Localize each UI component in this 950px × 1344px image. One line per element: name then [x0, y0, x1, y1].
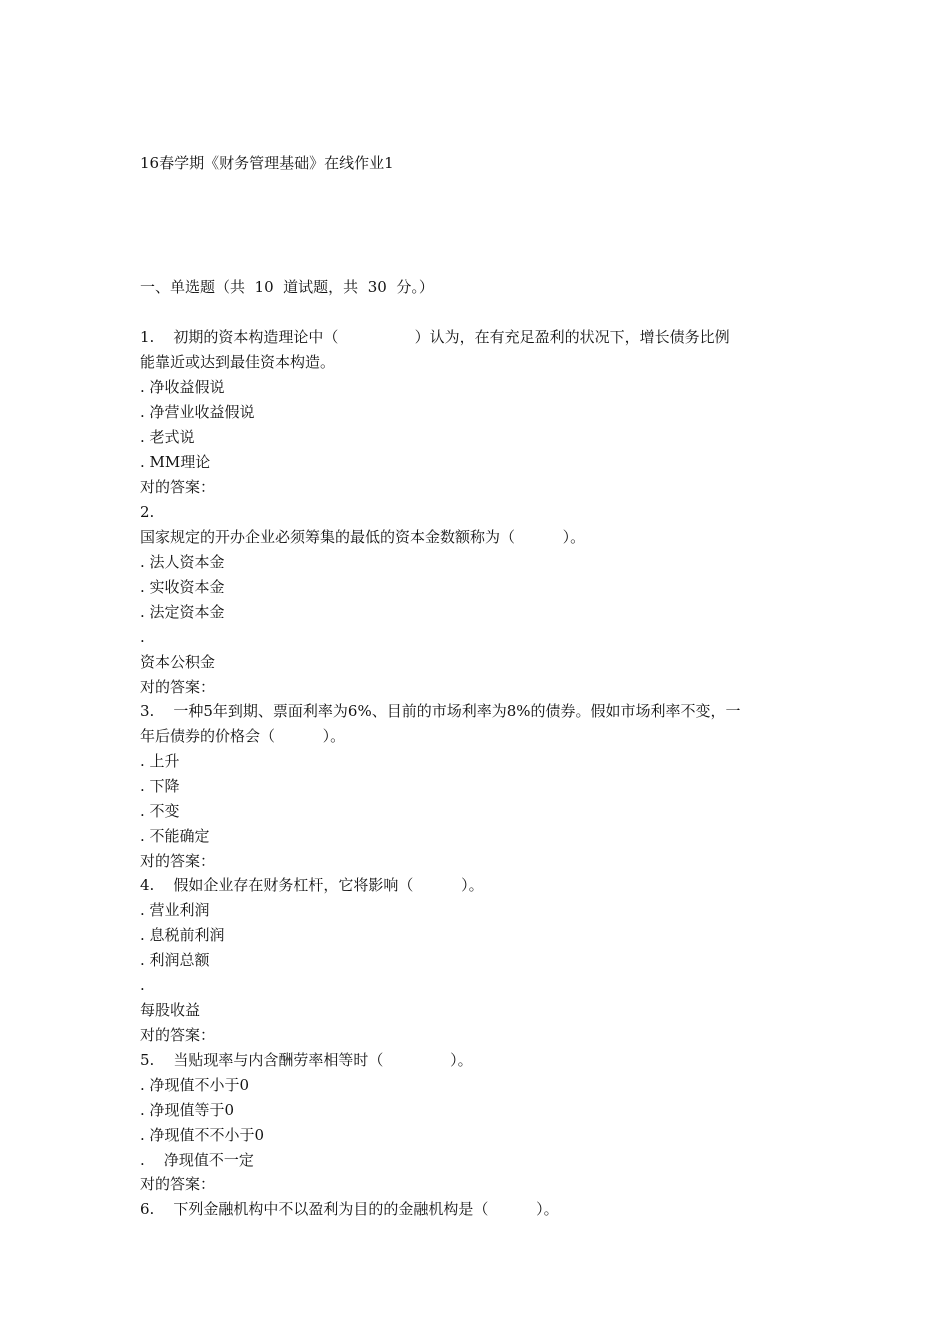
question-3-option-a: . 上升: [140, 752, 180, 770]
question-4-option-b: . 息税前利润: [140, 926, 225, 944]
question-5-option-d: . 净现值不一定: [140, 1151, 254, 1169]
question-4-option-d-text: 每股收益: [140, 1001, 201, 1019]
question-2-option-c: . 法定资本金: [140, 603, 225, 621]
question-5-stem-line1: 5. 当贴现率与内含酬劳率相等时（ ）。: [140, 1051, 473, 1069]
question-5-option-c: . 净现值不不小于0: [140, 1126, 265, 1144]
question-1-option-b: . 净营业收益假说: [140, 403, 255, 421]
question-2-stem-line1: 国家规定的开办企业必须筹集的最低的资本金数额称为（ ）。: [140, 528, 586, 546]
question-1-answer-label: 对的答案：: [140, 478, 216, 496]
question-3-stem-line1: 3. 一种5年到期、票面利率为6%、目前的市场利率为8%的债券。假如市场利率不变，一: [140, 702, 741, 720]
question-2-option-d-text: 资本公积金: [140, 653, 216, 671]
question-1-option-c: . 老式说: [140, 428, 195, 446]
question-2-option-b: . 实收资本金: [140, 578, 225, 596]
question-2-number: 2.: [140, 503, 155, 521]
question-2-option-a: . 法人资本金: [140, 553, 225, 571]
section-heading: 一、单选题（共 10 道试题，共 30 分。）: [140, 278, 434, 296]
question-5-answer-label: 对的答案：: [140, 1175, 216, 1193]
question-3-stem-line2: 年后债券的价格会（ ）。: [140, 727, 346, 745]
question-4-stem-line1: 4. 假如企业存在财务杠杆，它将影响（ ）。: [140, 876, 484, 894]
question-5-option-a: . 净现值不小于0: [140, 1076, 250, 1094]
question-4-option-d-marker: .: [140, 976, 145, 994]
question-4-option-c: . 利润总额: [140, 951, 210, 969]
question-2-option-d-marker: .: [140, 628, 145, 646]
question-6-stem-line1: 6. 下列金融机构中不以盈利为目的的金融机构是（ ）。: [140, 1200, 559, 1218]
question-4-option-a: . 营业利润: [140, 901, 210, 919]
question-1-stem-line1: 1. 初期的资本构造理论中（ ）认为，在有充足盈利的状况下，增长债务比例: [140, 328, 730, 346]
question-3-option-d: . 不能确定: [140, 827, 210, 845]
question-5-option-b: . 净现值等于0: [140, 1101, 235, 1119]
question-3-option-b: . 下降: [140, 777, 180, 795]
question-2-answer-label: 对的答案：: [140, 678, 216, 696]
question-1-option-a: . 净收益假说: [140, 378, 225, 396]
question-4-answer-label: 对的答案：: [140, 1026, 216, 1044]
question-1-option-d: . MM理论: [140, 453, 211, 471]
question-3-option-c: . 不变: [140, 802, 180, 820]
document-title: 16春学期《财务管理基础》在线作业1: [140, 154, 394, 172]
question-3-answer-label: 对的答案：: [140, 852, 216, 870]
question-1-stem-line2: 能靠近或达到最佳资本构造。: [140, 353, 336, 371]
